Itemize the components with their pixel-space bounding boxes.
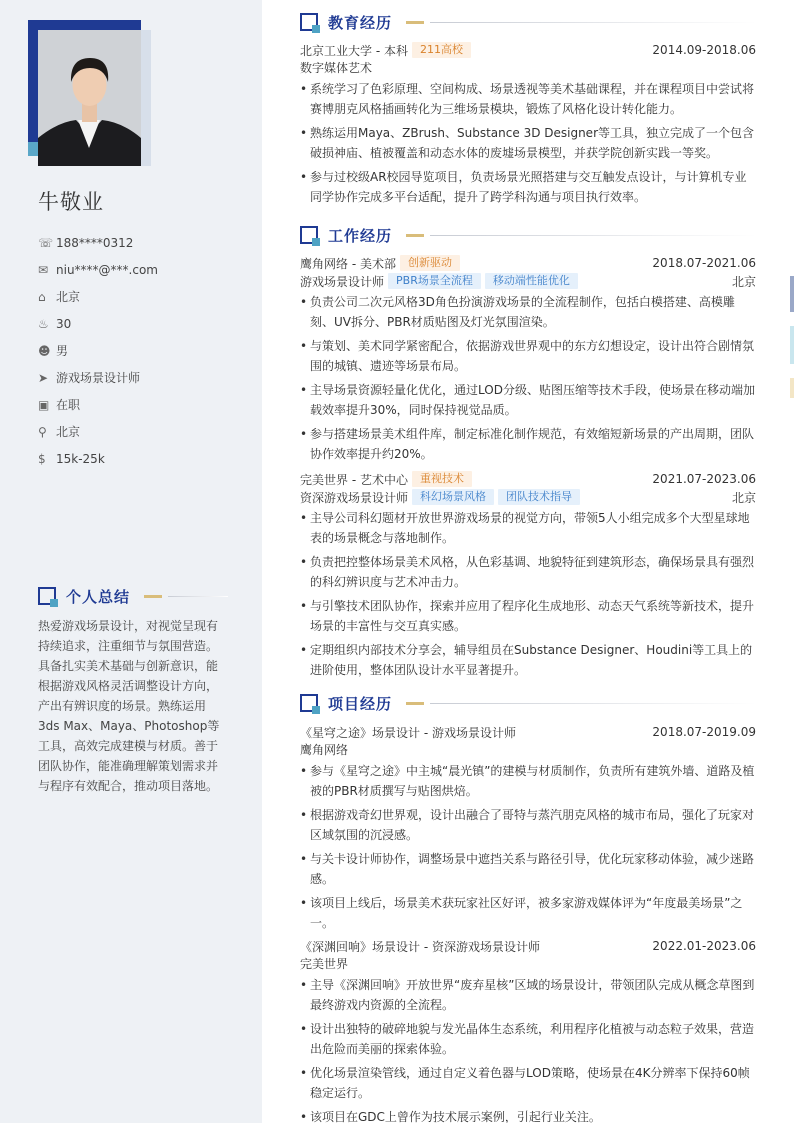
photo-accent — [28, 142, 38, 156]
education-date: 2014.09-2018.06 — [652, 43, 756, 57]
edge-mark-teal — [790, 326, 794, 364]
send-icon: ➤ — [38, 370, 49, 385]
section-box-icon — [300, 226, 318, 244]
summary-text: 热爱游戏场景设计，对视觉呈现有持续追求，注重细节与氛围营造。具备扎实美术基础与创新意识，能根据游戏风格灵活调整设计方向，产出有辨识度的场景。熟练运用3ds Max、Maya、Photoshop等工具，高效完成建模与材质。善于团队协作，能准确理解策划需求并与程序有效配合，推动项目落地。 — [38, 619, 220, 793]
section-box-icon — [300, 694, 318, 712]
job-company: 鹰角网络 - 美术部 — [300, 256, 396, 271]
list-item: • 负责公司二次元风格3D角色扮演游戏场景的全流程制作，包括白模搭建、高模雕刻、UV拆分、PBR材质贴图及灯光氛围渲染。 — [300, 292, 756, 332]
person-portrait-icon — [38, 30, 141, 166]
skill-tag: PBR场景全流程 — [388, 273, 481, 289]
list-item: • 负责把控整体场景美术风格，从色彩基调、地貌特征到建筑形态，确保场景具有强烈的科幻辨识度与艺术冲击力。 — [300, 552, 756, 592]
avatar-photo — [38, 30, 141, 166]
summary-title: 个人总结 — [66, 587, 131, 606]
section-box-icon — [300, 13, 318, 31]
skill-tag: 团队技术指导 — [498, 489, 580, 505]
grey-divider — [430, 703, 756, 704]
email-text: niu****@***.com — [56, 262, 158, 277]
job-bullets — [300, 508, 756, 680]
gold-divider — [144, 595, 162, 598]
project-date: 2018.07-2019.09 — [652, 725, 756, 739]
job-date: 2018.07-2021.06 — [652, 256, 756, 270]
position-text: 游戏场景设计师 — [56, 371, 141, 385]
list-item: • 该项目上线后，场景美术获玩家社区好评，被多家游戏媒体评为“年度最美场景”之一。 — [300, 893, 756, 933]
work-header — [300, 224, 756, 246]
info-status — [38, 391, 248, 418]
job-company: 完美世界 - 艺术中心 — [300, 472, 408, 487]
school-tag: 211高校 — [412, 42, 471, 58]
info-gender — [38, 337, 248, 364]
age-text: 30 — [56, 316, 72, 331]
location-icon: ⚲ — [38, 424, 47, 439]
briefcase-icon: ▣ — [38, 397, 50, 412]
hometown-text: 北京 — [56, 290, 81, 304]
gold-divider — [406, 702, 424, 705]
job-entry — [300, 254, 756, 464]
mail-icon: ✉ — [38, 262, 49, 277]
company-tag: 重视技术 — [412, 471, 472, 487]
school-name: 北京工业大学 - 本科 — [300, 43, 408, 58]
project-title-row — [300, 937, 756, 955]
list-item: • 参与过校级AR校园导览项目，负责场景光照搭建与交互触发点设计，与计算机专业同学协作完成多平台适配，提升了跨学科沟通与项目执行效率。 — [300, 167, 756, 207]
list-item: • 与引擎技术团队协作，探索并应用了程序化生成地形、动态天气系统等新技术，提升场景的丰富性与交互真实感。 — [300, 596, 756, 636]
job-position: 游戏场景设计师 — [300, 274, 385, 289]
education-section — [300, 11, 756, 211]
grey-divider — [430, 22, 756, 23]
skill-tag: 移动端性能优化 — [485, 273, 578, 289]
job-entry — [300, 470, 756, 680]
project-company: 鹰角网络 — [300, 743, 349, 757]
job-bullets — [300, 292, 756, 464]
location-text: 北京 — [56, 425, 81, 439]
list-item: • 参与《星穹之途》中主城“晨光镇”的建模与材质制作，负责所有建筑外墙、道路及植被的PBR材质撰写与贴图烘焙。 — [300, 761, 756, 801]
info-email — [38, 256, 248, 283]
list-item: • 根据游戏奇幻世界观，设计出融合了哥特与蒸汽朋克风格的城市布局，强化了玩家对区域氛围的沉浸感。 — [300, 805, 756, 845]
job-position-row — [300, 488, 756, 506]
skill-tag: 科幻场景风格 — [412, 489, 494, 505]
list-item: • 该项目在GDC上曾作为技术展示案例，引起行业关注。 — [300, 1107, 756, 1123]
education-bullets — [300, 79, 756, 207]
list-item: • 系统学习了色彩原理、空间构成、场景透视等美术基础课程，并在课程项目中尝试将赛博朋克风格插画转化为三维场景模块，锻炼了风格化设计转化能力。 — [300, 79, 756, 119]
photo-frame-side — [141, 30, 151, 166]
status-text: 在职 — [56, 398, 81, 412]
list-item: • 主导《深渊回响》开放世界“废弃星核”区域的场景设计，带领团队完成从概念草图到最终游戏内资源的全流程。 — [300, 975, 756, 1015]
grey-divider — [430, 235, 756, 236]
job-position-row — [300, 272, 756, 290]
candidate-name: 牛敬业 — [38, 190, 104, 214]
project-title-row — [300, 723, 756, 741]
projects-section — [300, 692, 756, 1123]
project-name: 《星穹之途》场景设计 - 游戏场景设计师 — [300, 725, 516, 740]
list-item: • 优化场景渲染管线，通过自定义着色器与LOD策略，使场景在4K分辨率下保持60帧稳定运行。 — [300, 1063, 756, 1103]
info-hometown — [38, 283, 248, 310]
list-item: • 主导公司科幻题材开放世界游戏场景的视觉方向，带领5人小组完成多个大型星球地表的场景概念与落地制作。 — [300, 508, 756, 548]
sidebar — [0, 0, 262, 1123]
list-item: • 主导场景资源轻量化优化，通过LOD分级、贴图压缩等技术手段，使场景在移动端加载效率提升30%，同时保持视觉品质。 — [300, 380, 756, 420]
job-position: 资深游戏场景设计师 — [300, 490, 409, 505]
job-city: 北京 — [731, 274, 756, 289]
grey-divider — [168, 596, 228, 597]
project-name: 《深渊回响》场景设计 - 资深游戏场景设计师 — [300, 939, 540, 954]
project-date: 2022.01-2023.06 — [652, 939, 756, 953]
section-box-icon — [38, 587, 56, 605]
education-title: 教育经历 — [328, 13, 393, 32]
education-header — [300, 11, 756, 33]
gender-text: 男 — [56, 344, 69, 358]
summary-header — [38, 585, 228, 607]
info-age — [38, 310, 248, 337]
job-city: 北京 — [731, 490, 756, 505]
project-entry — [300, 937, 756, 1123]
education-row — [300, 41, 756, 59]
contact-info-list — [38, 229, 248, 472]
gold-divider — [406, 234, 424, 237]
edge-mark-navy — [790, 276, 794, 312]
job-company-row — [300, 254, 756, 272]
projects-header — [300, 692, 756, 714]
project-bullets — [300, 975, 756, 1123]
list-item: • 与关卡设计师协作，调整场景中遮挡关系与路径引导，优化玩家移动体验，减少迷路感。 — [300, 849, 756, 889]
project-entry — [300, 723, 756, 933]
work-title: 工作经历 — [328, 226, 393, 245]
salary-icon: $ — [38, 451, 46, 466]
project-bullets — [300, 761, 756, 933]
phone-icon: ☏ — [38, 235, 54, 250]
info-location — [38, 418, 248, 445]
project-company: 完美世界 — [300, 957, 349, 971]
job-date: 2021.07-2023.06 — [652, 472, 756, 486]
gender-icon: ☻ — [38, 343, 51, 358]
list-item: • 参与搭建场景美术组件库，制定标准化制作规范，有效缩短新场景的产出周期，团队协作效率提升约20%。 — [300, 424, 756, 464]
list-item: • 设计出独特的破碎地貌与发光晶体生态系统，利用程序化植被与动态粒子效果，营造出危险而美丽的探索体验。 — [300, 1019, 756, 1059]
company-tag: 创新驱动 — [400, 255, 460, 271]
list-item: • 定期组织内部技术分享会，辅导组员在Substance Designer、Houdini等工具上的进阶使用，整体团队设计水平显著提升。 — [300, 640, 756, 680]
edge-mark-gold — [790, 378, 794, 398]
cake-icon: ♨ — [38, 316, 49, 331]
info-salary — [38, 445, 248, 472]
list-item: • 与策划、美术同学紧密配合，依据游戏世界观中的东方幻想设定，设计出符合剧情氛围的城镇、遗迹等场景布局。 — [300, 336, 756, 376]
major: 数字媒体艺术 — [300, 61, 373, 75]
home-icon: ⌂ — [38, 289, 46, 304]
job-company-row — [300, 470, 756, 488]
work-section — [300, 224, 756, 684]
projects-title: 项目经历 — [328, 694, 393, 713]
phone-text: 188****0312 — [56, 235, 134, 250]
info-position — [38, 364, 248, 391]
gold-divider — [406, 21, 424, 24]
salary-text: 15k-25k — [56, 451, 105, 466]
list-item: • 熟练运用Maya、ZBrush、Substance 3D Designer等工具，独立完成了一个包含破损神庙、植被覆盖和动态水体的废墟场景模型，并获学院创新实践一等奖。 — [300, 123, 756, 163]
info-phone — [38, 229, 248, 256]
